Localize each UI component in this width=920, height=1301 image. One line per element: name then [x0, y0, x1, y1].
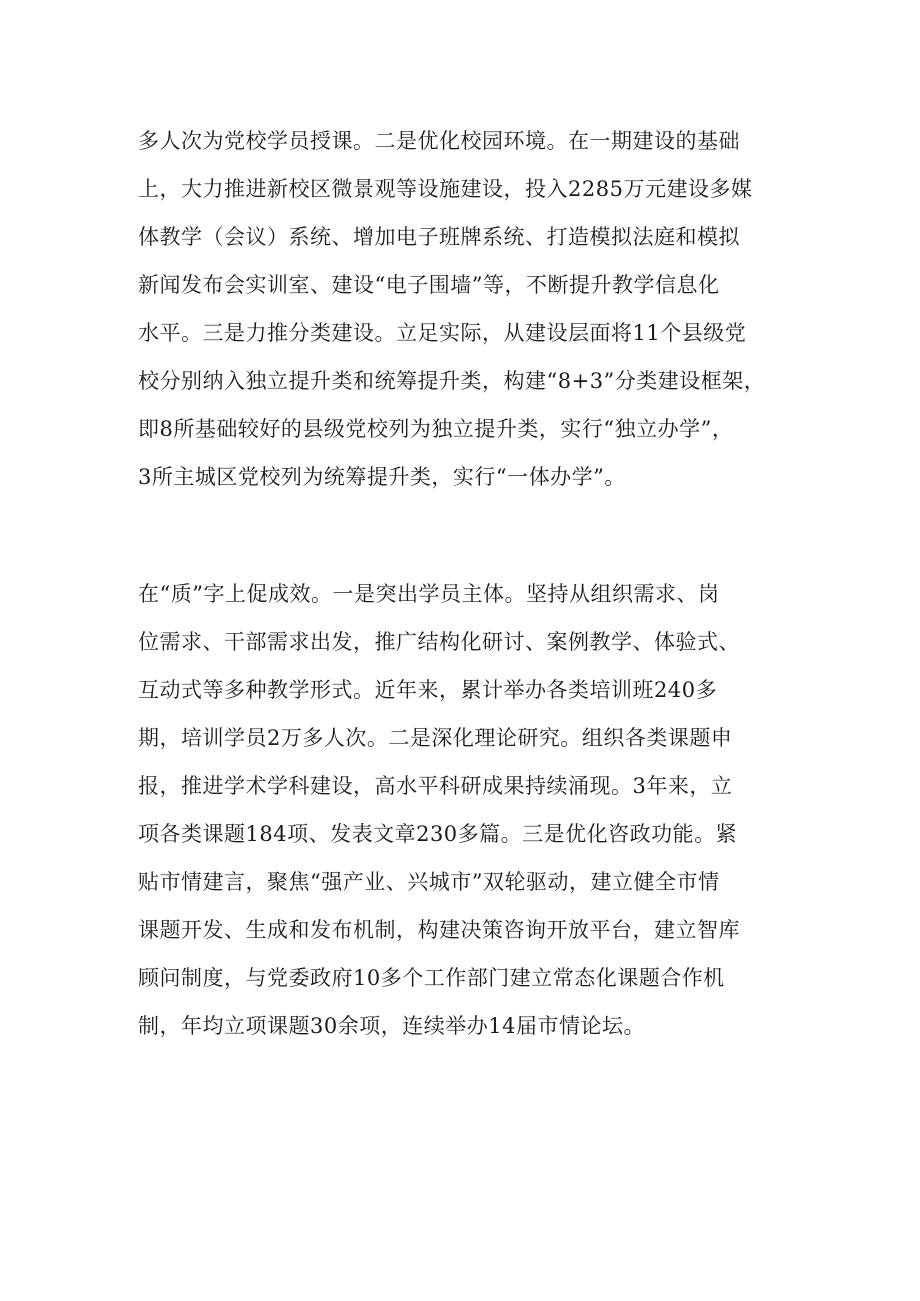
- paragraph-quality-results: [138, 570, 798, 1050]
- text-line: 互动式等多种教学形式。近年来，累计举办各类培训班240多: [138, 678, 718, 702]
- text-line: 报，推进学术学科建设，高水平科研成果持续涌现。3年来，立: [138, 774, 733, 798]
- text-line: 期，培训学员2万多人次。二是深化理论研究。组织各类课题申: [138, 726, 733, 750]
- text-line: 多人次为党校学员授课。二是优化校园环境。在一期建设的基础: [138, 129, 740, 153]
- text-line: 位需求、干部需求出发，推广结构化研讨、案例教学、体验式、: [138, 630, 740, 654]
- text-line: 新闻发布会实训室、建设“电子围墙”等，不断提升教学信息化: [138, 273, 720, 297]
- text-line: 3所主城区党校列为统筹提升类，实行“一体办学”。: [138, 465, 626, 489]
- paragraph-campus-construction: [138, 117, 798, 501]
- text-line: 顾问制度，与党委政府10多个工作部门建立常态化课题合作机: [138, 966, 725, 990]
- text-line: 校分别纳入独立提升类和统筹提升类，构建“8+3”分类建设框架，: [138, 369, 766, 393]
- text-line: 项各类课题184项、发表文章230多篇。三是优化咨政功能。紧: [138, 822, 738, 846]
- text-line: 在“质”字上促成效。一是突出学员主体。坚持从组织需求、岗: [138, 582, 720, 606]
- text-line: 上，大力推进新校区微景观等设施建设，投入2285万元建设多媒: [138, 177, 753, 201]
- text-line: 制，年均立项课题30余项，连续举办14届市情论坛。: [138, 1014, 645, 1038]
- text-line: 即8所基础较好的县级党校列为独立提升类，实行“独立办学”，: [138, 417, 734, 441]
- text-line: 体教学（会议）系统、增加电子班牌系统、打造模拟法庭和模拟: [138, 225, 740, 249]
- text-line: 贴市情建言，聚焦“强产业、兴城市”双轮驱动，建立健全市情: [138, 870, 720, 894]
- text-line: 水平。三是力推分类建设。立足实际，从建设层面将11个县级党: [138, 321, 747, 345]
- text-line: 课题开发、生成和发布机制，构建决策咨询开放平台，建立智库: [138, 918, 740, 942]
